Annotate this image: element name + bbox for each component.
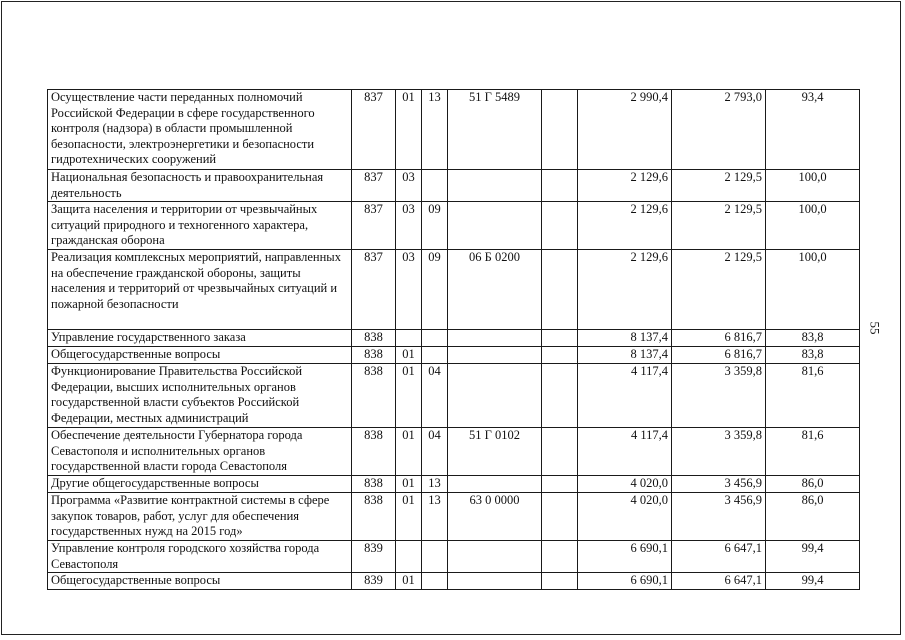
section-code-cell: 01	[396, 493, 422, 541]
row-name-cell: Осуществление части переданных полномочий Российской Федерации в сфере государственного контроля (надзора) в области промышленной безопасности, электроэнергетики и безопасности гидротехнических сооружений	[48, 90, 352, 170]
expense-type-cell	[542, 428, 578, 476]
section-code-cell	[396, 330, 422, 347]
row-name-cell: Реализация комплексных мероприятий, направленных на обеспечение гражданской обороны, защиты населения и территорий от чрезвычайных ситуаций и пожарной безопасности	[48, 250, 352, 330]
fact-amount-cell: 2 129,5	[672, 250, 766, 330]
fact-amount-cell: 3 359,8	[672, 364, 766, 428]
expense-type-cell	[542, 330, 578, 347]
row-name-cell: Обеспечение деятельности Губернатора города Севастополя и исполнительных органов государственной власти города Севастополя	[48, 428, 352, 476]
table-row	[48, 476, 860, 493]
row-name-cell: Управление государственного заказа	[48, 330, 352, 347]
table-row	[48, 364, 860, 428]
percent-executed-cell: 86,0	[766, 493, 860, 541]
plan-amount-cell: 2 990,4	[578, 90, 672, 170]
section-code-cell: 03	[396, 202, 422, 250]
ministry-code-cell: 837	[352, 250, 396, 330]
subsection-code-cell	[422, 330, 448, 347]
target-article-cell	[448, 573, 542, 590]
target-article-cell	[448, 541, 542, 573]
ministry-code-cell: 839	[352, 541, 396, 573]
table-row	[48, 202, 860, 250]
row-name-cell: Функционирование Правительства Российской Федерации, высших исполнительных органов государственной власти субъектов Российской Федерации, местных администраций	[48, 364, 352, 428]
plan-amount-cell: 6 690,1	[578, 573, 672, 590]
fact-amount-cell: 3 359,8	[672, 428, 766, 476]
target-article-cell	[448, 330, 542, 347]
section-code-cell	[396, 541, 422, 573]
expense-type-cell	[542, 170, 578, 202]
fact-amount-cell: 6 816,7	[672, 347, 766, 364]
fact-amount-cell: 2 129,5	[672, 170, 766, 202]
expense-type-cell	[542, 476, 578, 493]
percent-executed-cell: 99,4	[766, 541, 860, 573]
plan-amount-cell: 2 129,6	[578, 170, 672, 202]
percent-executed-cell: 83,8	[766, 330, 860, 347]
percent-executed-cell: 83,8	[766, 347, 860, 364]
subsection-code-cell: 09	[422, 250, 448, 330]
fact-amount-cell: 2 129,5	[672, 202, 766, 250]
row-name-cell: Программа «Развитие контрактной системы в сфере закупок товаров, работ, услуг для обеспечения государственных нужд на 2015 год»	[48, 493, 352, 541]
target-article-cell	[448, 170, 542, 202]
percent-executed-cell: 99,4	[766, 573, 860, 590]
ministry-code-cell: 839	[352, 573, 396, 590]
expense-type-cell	[542, 364, 578, 428]
target-article-cell	[448, 202, 542, 250]
subsection-code-cell: 04	[422, 428, 448, 476]
plan-amount-cell: 8 137,4	[578, 330, 672, 347]
table-row	[48, 170, 860, 202]
fact-amount-cell: 6 816,7	[672, 330, 766, 347]
fact-amount-cell: 3 456,9	[672, 493, 766, 541]
section-code-cell: 01	[396, 476, 422, 493]
expense-type-cell	[542, 202, 578, 250]
fact-amount-cell: 6 647,1	[672, 573, 766, 590]
section-code-cell: 01	[396, 573, 422, 590]
target-article-cell	[448, 347, 542, 364]
ministry-code-cell: 838	[352, 428, 396, 476]
table-row	[48, 428, 860, 476]
plan-amount-cell: 6 690,1	[578, 541, 672, 573]
section-code-cell: 01	[396, 90, 422, 170]
expense-type-cell	[542, 573, 578, 590]
percent-executed-cell: 93,4	[766, 90, 860, 170]
target-article-cell: 51 Г 0102	[448, 428, 542, 476]
expense-type-cell	[542, 541, 578, 573]
percent-executed-cell: 100,0	[766, 250, 860, 330]
row-name-cell: Другие общегосударственные вопросы	[48, 476, 352, 493]
row-name-cell: Общегосударственные вопросы	[48, 573, 352, 590]
row-name-cell: Защита населения и территории от чрезвычайных ситуаций природного и техногенного характера, гражданская оборона	[48, 202, 352, 250]
target-article-cell	[448, 476, 542, 493]
target-article-cell: 06 Б 0200	[448, 250, 542, 330]
row-name-cell: Управление контроля городского хозяйства города Севастополя	[48, 541, 352, 573]
plan-amount-cell: 8 137,4	[578, 347, 672, 364]
percent-executed-cell: 100,0	[766, 170, 860, 202]
percent-executed-cell: 100,0	[766, 202, 860, 250]
ministry-code-cell: 838	[352, 493, 396, 541]
plan-amount-cell: 4 020,0	[578, 493, 672, 541]
plan-amount-cell: 4 117,4	[578, 428, 672, 476]
section-code-cell: 01	[396, 347, 422, 364]
subsection-code-cell: 04	[422, 364, 448, 428]
subsection-code-cell: 13	[422, 493, 448, 541]
fact-amount-cell: 2 793,0	[672, 90, 766, 170]
percent-executed-cell: 81,6	[766, 428, 860, 476]
row-name-cell: Национальная безопасность и правоохранительная деятельность	[48, 170, 352, 202]
section-code-cell: 03	[396, 250, 422, 330]
expense-type-cell	[542, 250, 578, 330]
expense-type-cell	[542, 493, 578, 541]
target-article-cell: 63 0 0000	[448, 493, 542, 541]
subsection-code-cell	[422, 347, 448, 364]
target-article-cell: 51 Г 5489	[448, 90, 542, 170]
ministry-code-cell: 838	[352, 364, 396, 428]
subsection-code-cell	[422, 541, 448, 573]
subsection-code-cell: 13	[422, 476, 448, 493]
ministry-code-cell: 838	[352, 476, 396, 493]
percent-executed-cell: 81,6	[766, 364, 860, 428]
section-code-cell: 01	[396, 364, 422, 428]
plan-amount-cell: 4 020,0	[578, 476, 672, 493]
table-row	[48, 541, 860, 573]
subsection-code-cell: 09	[422, 202, 448, 250]
plan-amount-cell: 4 117,4	[578, 364, 672, 428]
subsection-code-cell	[422, 573, 448, 590]
budget-table	[47, 89, 860, 590]
table-row	[48, 493, 860, 541]
section-code-cell: 03	[396, 170, 422, 202]
plan-amount-cell: 2 129,6	[578, 202, 672, 250]
subsection-code-cell	[422, 170, 448, 202]
ministry-code-cell: 837	[352, 202, 396, 250]
percent-executed-cell: 86,0	[766, 476, 860, 493]
table-row	[48, 330, 860, 347]
table-row	[48, 250, 860, 330]
table-row	[48, 90, 860, 170]
section-code-cell: 01	[396, 428, 422, 476]
expense-type-cell	[542, 90, 578, 170]
ministry-code-cell: 838	[352, 330, 396, 347]
fact-amount-cell: 3 456,9	[672, 476, 766, 493]
expense-type-cell	[542, 347, 578, 364]
row-name-cell: Общегосударственные вопросы	[48, 347, 352, 364]
table-row	[48, 347, 860, 364]
ministry-code-cell: 838	[352, 347, 396, 364]
target-article-cell	[448, 364, 542, 428]
fact-amount-cell: 6 647,1	[672, 541, 766, 573]
ministry-code-cell: 837	[352, 90, 396, 170]
table-row	[48, 573, 860, 590]
plan-amount-cell: 2 129,6	[578, 250, 672, 330]
ministry-code-cell: 837	[352, 170, 396, 202]
page-number: 55	[867, 321, 883, 335]
subsection-code-cell: 13	[422, 90, 448, 170]
